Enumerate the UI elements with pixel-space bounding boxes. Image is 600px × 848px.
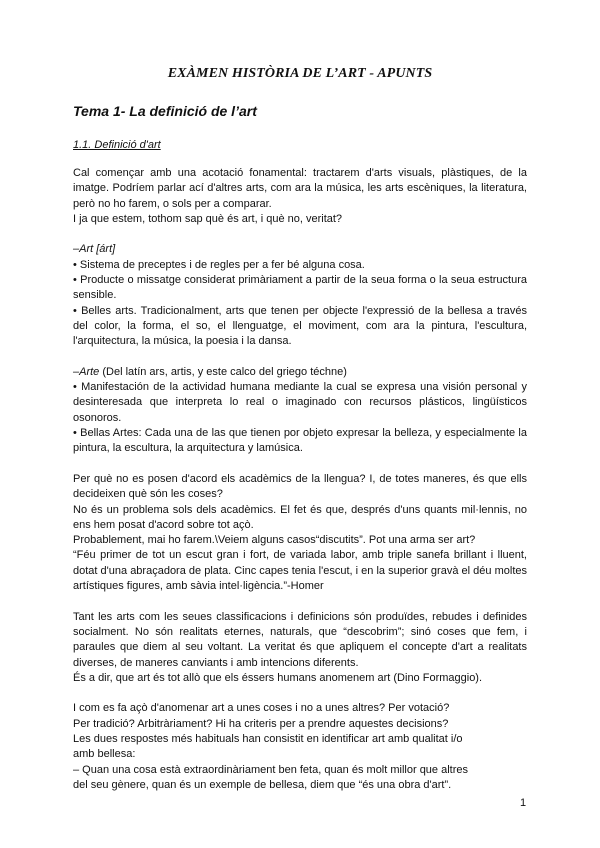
dictionary-term bbox=[73, 242, 527, 257]
term-label: –Arte bbox=[73, 365, 100, 378]
definition-item: • Bellas Artes: Cada una de las que tienen por objeto expresar la belleza, y especialmente la pintura, la escultura, la arquitectura y lamúsica. bbox=[73, 427, 527, 455]
term-label: –Art [árt] bbox=[73, 243, 116, 256]
paragraph: Per què no es posen d'acord els acadèmics de la llengua? I, de totes maneres, és que ells decideixen què són les coses? bbox=[73, 472, 527, 501]
definition-item: • Producte o missatge considerat primàriament a partir de la seua forma o la seua estructura sensible. bbox=[73, 274, 527, 302]
definition-item: • Manifestación de la actividad humana mediante la cual se expresa una visión personal y desinteresada que interpreta lo real o imaginado con recursos plásticos, lingüísticos osonoros. bbox=[73, 381, 527, 424]
paragraph: Cal començar amb una acotació fonamental: tractarem d'arts visuals, plàstiques, de la imatge. Podríem parlar ací d'altres arts, com ara la música, les arts escèniques, la literatura, però no ho farem, o sols per a comparar. bbox=[73, 167, 527, 210]
section-heading: Tema 1- La definició de l’art bbox=[73, 103, 257, 119]
paragraph: No és un problema sols dels acadèmics. El fet és que, després d'uns quants mil·lennis, no ens hem posat d'acord sobre tot açò. bbox=[73, 503, 527, 531]
paragraph: Tant les arts com les seues classificacions i definicions són produïdes, rebudes i definides socialment. No són realitats eternes, naturals, que “descobrim”; sinó coses que fem, i paraules que diem al seu voltant. La veritat és que apliquem el concepte d'art a realitats diverses, de maneres canviants i amb intencions diferents. bbox=[73, 610, 527, 669]
page-number: 1 bbox=[520, 797, 527, 809]
term-etymology: (Del latín ars, artis, y este calco del griego téchne) bbox=[99, 365, 347, 378]
definition-item: • Sistema de preceptes i de regles per a fer bé alguna cosa. bbox=[73, 258, 365, 271]
paragraph: I com es fa açò d'anomenar art a unes coses i no a unes altres? Per votació? bbox=[73, 702, 450, 715]
quote: “Féu primer de tot un escut gran i fort, de variada labor, amb triple sanefa brillant i lluent, dotat d'una abraçadora de plata. Cinc capes tenia l'escut, i en la superior gravà el déu moltes artístiques figures, amb sàvia intel·ligència.”-Homer bbox=[73, 549, 527, 593]
document-body bbox=[73, 166, 527, 793]
subsection-heading: 1.1. Definició d'art bbox=[73, 139, 161, 151]
paragraph: del seu gènere, quan és un exemple de bellesa, diem que “és una obra d'art”. bbox=[73, 778, 452, 791]
paragraph: – Quan una cosa està extraordinàriament ben feta, quan és molt millor que altres bbox=[73, 763, 469, 776]
paragraph: amb bellesa: bbox=[73, 748, 136, 761]
document-title: EXÀMEN HISTÒRIA DE L’ART - APUNTS bbox=[167, 66, 433, 81]
paragraph: I ja que estem, tothom sap què és art, i què no, veritat? bbox=[73, 212, 343, 225]
paragraph: Per tradició? Arbitràriament? Hi ha criteris per a prendre aquestes decisions? bbox=[73, 717, 449, 730]
dictionary-term bbox=[73, 365, 527, 380]
paragraph: És a dir, que art és tot allò que els éssers humans anomenem art (Dino Formaggio). bbox=[73, 671, 483, 684]
paragraph: Probablement, mai ho farem.\Veiem alguns casos“discutits”. Pot una arma ser art? bbox=[73, 534, 476, 547]
paragraph: Les dues respostes més habituals han consistit en identificar art amb qualitat i/o bbox=[73, 732, 463, 745]
definition-item: • Belles arts. Tradicionalment, arts que tenen per objecte l'expressió de la bellesa a través del color, la forma, el so, el llenguatge, el moviment, com ara la pintura, l'escultura, l'arquitectura, la música, la poesia i la dansa. bbox=[73, 304, 527, 348]
